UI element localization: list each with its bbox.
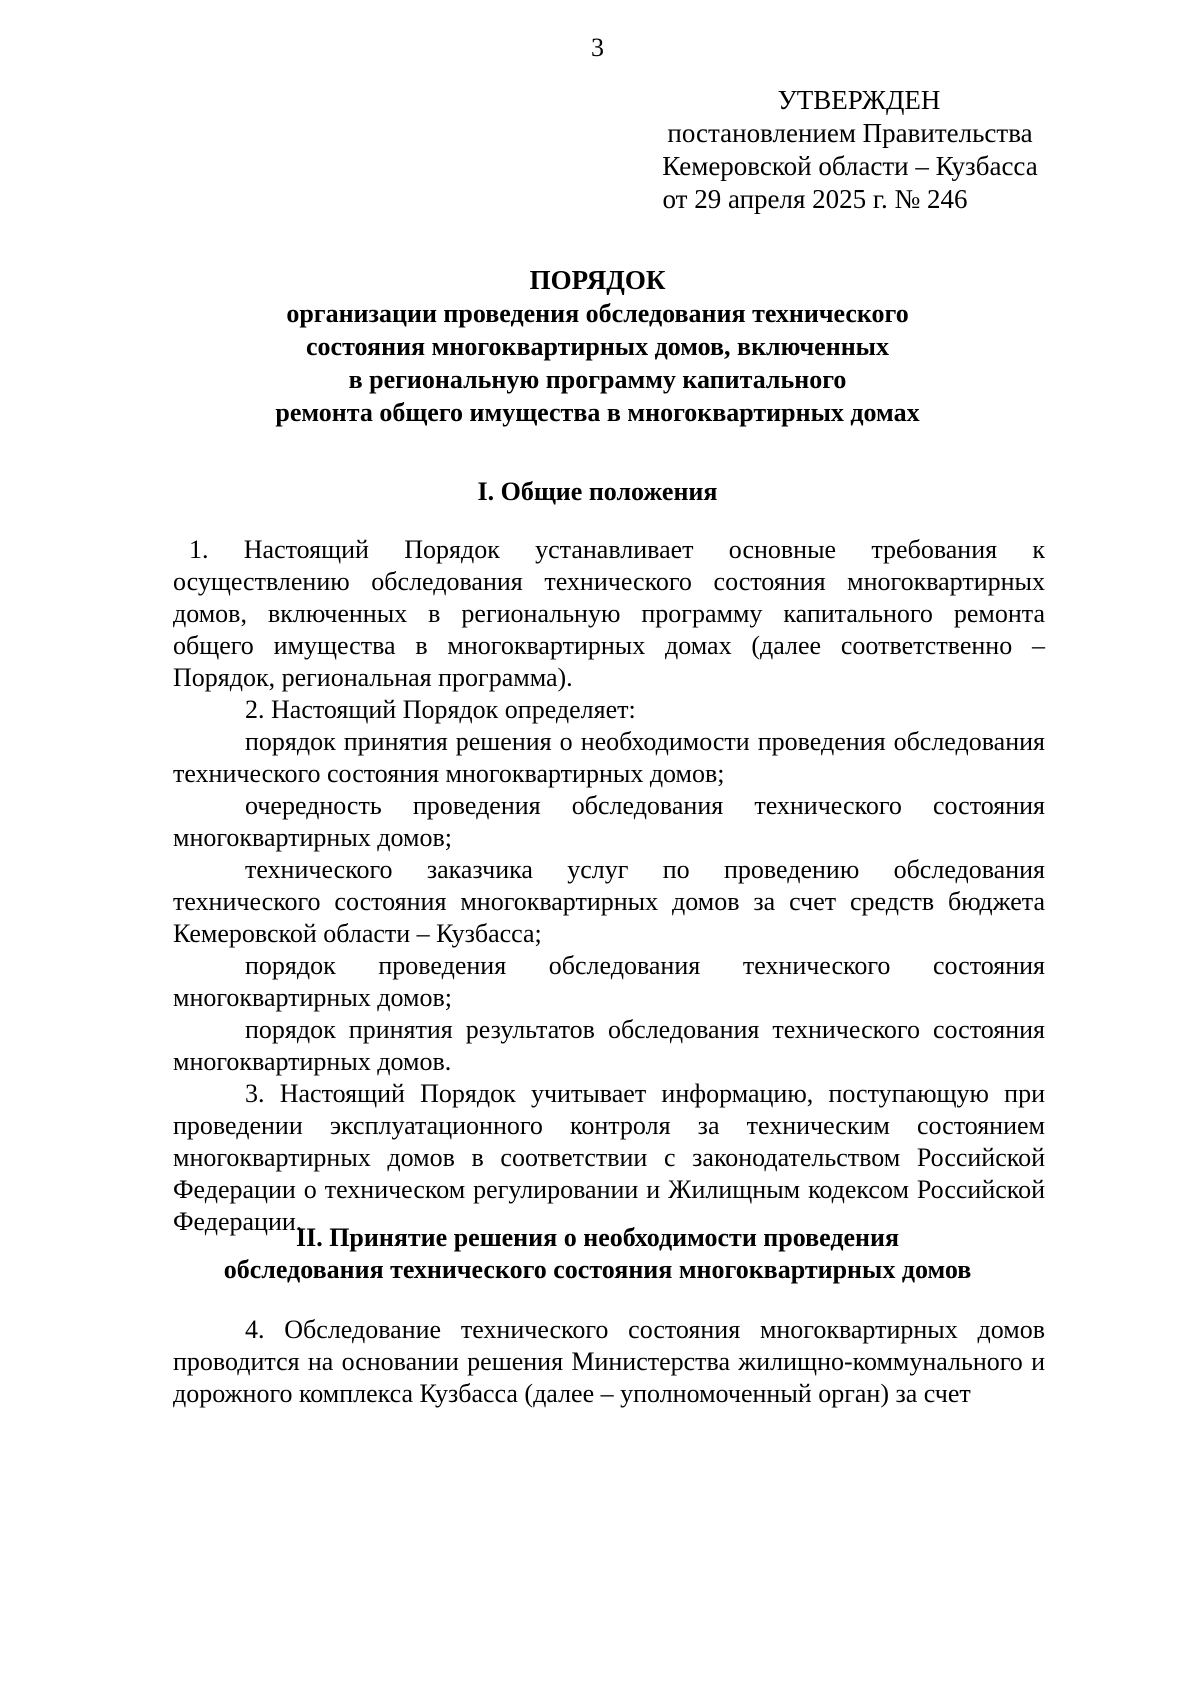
document-title-block [150,264,1045,429]
section-heading-line: обследования технического состояния многоквартирных домов [223,1255,972,1284]
paragraph: 4. Обследование технического состояния многоквартирных домов проводится на основании решения Министерства жилищно-коммунального и дорожного комплекса Кузбасса (далее – уполномоченный орган) за счет [173,1315,1045,1408]
paragraph: 3. Настоящий Порядок учитывает информацию, поступающую при проведении эксплуатационного контроля за техническим состоянием многоквартирных домов в соответствии с законодательством Российской Федерации о техническом регулировании и Жилищным кодексом Российской Федерации. [173,1079,1045,1236]
paragraph: 1. Настоящий Порядок устанавливает основные требования к осуществлению обследования технического состояния многоквартирных домов, включенных в региональную программу капитального ремонта общего имущества в многоквартирных домах (далее соответственно – Порядок, региональная программа). [173,535,1045,692]
document-subtitle-line: в региональную программу капитального [348,365,847,394]
approval-status: УТВЕРЖДЕН [777,85,941,115]
document-title: ПОРЯДОК [529,265,666,295]
document-subtitle-line: состояния многоквартирных домов, включенных [306,332,889,361]
section-heading: I. Общие положения [477,477,718,506]
paragraph: порядок принятия решения о необходимости проведения обследования технического состояния многоквартирных домов; [173,727,1045,788]
page-number: 3 [591,33,604,62]
section-heading-line: II. Принятие решения о необходимости проведения [295,1223,900,1252]
document-subtitle-line: организации проведения обследования технического [286,299,909,328]
approval-region: Кемеровской области – Кузбасса [662,151,1038,181]
approval-stamp [660,84,1040,216]
document-subtitle-line: ремонта общего имущества в многоквартирных домах [275,398,920,427]
paragraph: технического заказчика услуг по проведению обследования технического состояния многоквартирных домов за счет средств бюджета Кемеровской области – Кузбасса; [173,855,1045,948]
section-body [173,534,1045,1238]
approval-authority: постановлением Правительства [667,118,1033,148]
paragraph: очередность проведения обследования технического состояния многоквартирных домов; [173,791,1045,852]
approval-date-number: от 29 апреля 2025 г. № 246 [662,184,968,214]
paragraph: порядок проведения обследования технического состояния многоквартирных домов; [173,951,1045,1012]
section-body [173,1314,1045,1410]
paragraph: порядок принятия результатов обследования технического состояния многоквартирных домов. [173,1015,1045,1076]
section-heading [150,1222,1045,1286]
paragraph: 2. Настоящий Порядок определяет: [245,695,636,724]
